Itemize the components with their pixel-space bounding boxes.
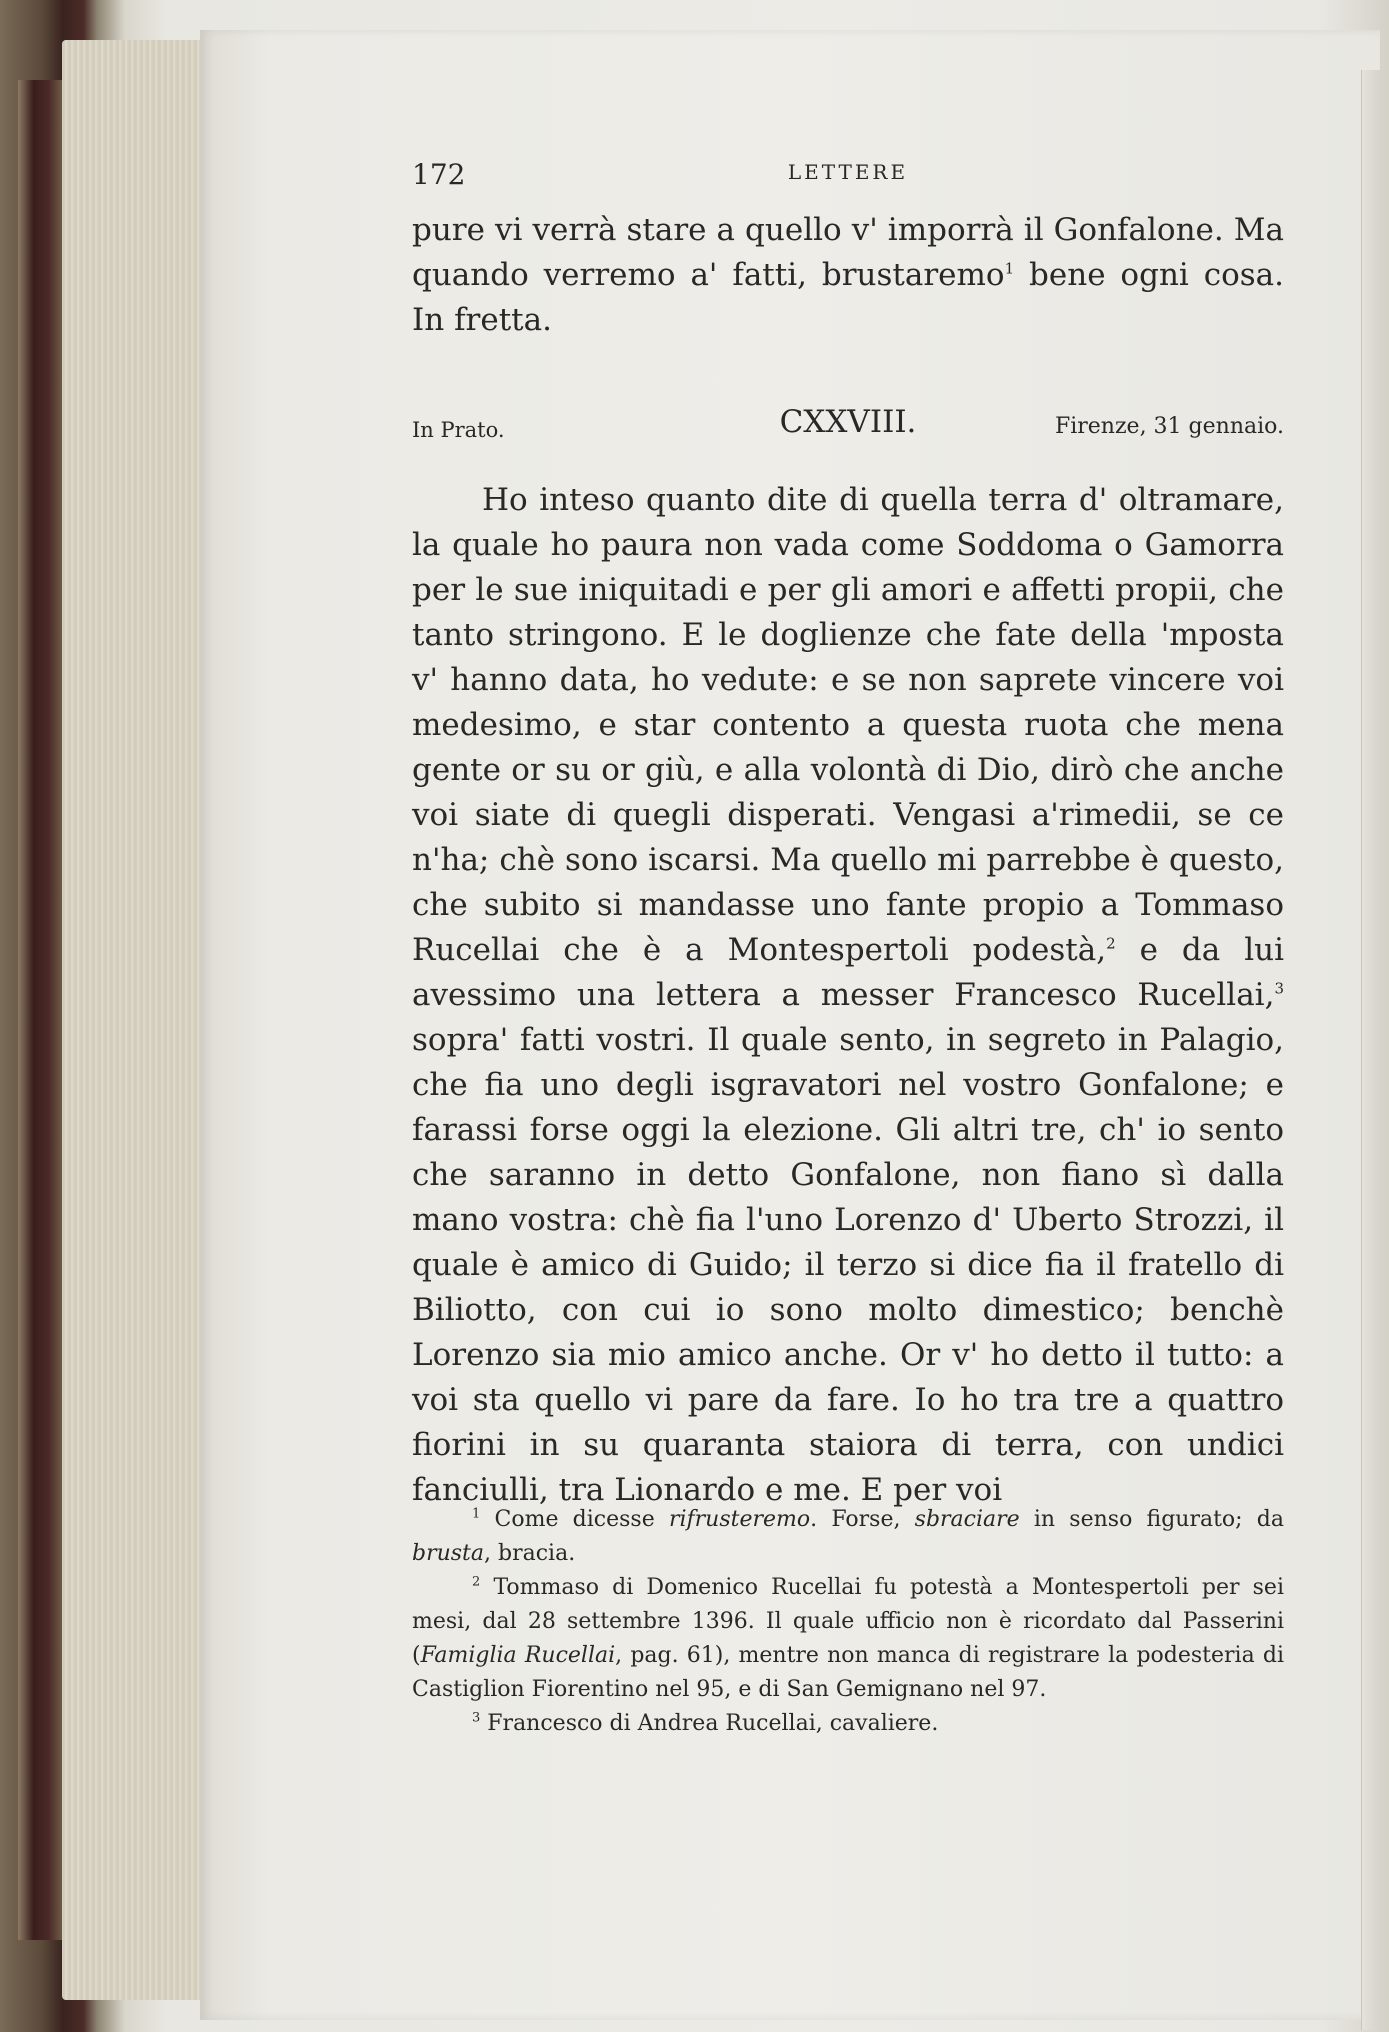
next-page-edge <box>1361 70 1380 2030</box>
letter-body <box>412 478 1284 1513</box>
footnote-3 <box>412 1707 1284 1741</box>
letter-heading <box>412 404 1284 448</box>
footnote-mark: 1 <box>472 1506 481 1522</box>
footnote-italic: rifrusteremo <box>668 1507 811 1532</box>
footnote-ref-1: 1 <box>1004 259 1015 278</box>
footnotes <box>412 1503 1284 1741</box>
footnote-italic: sbraciare <box>914 1507 1020 1532</box>
page-header <box>412 158 1284 194</box>
letter-recipient: In Prato. <box>412 418 505 442</box>
letter-text-3: sopra' fatti vostri. Il quale sento, in segreto in Palagio, che fia uno degli isgravatori nel vostro Gonfalone; e farassi forse oggi la elezione. Gli altri tre, ch' io sento che saranno in detto Gonfalone, non fiano sì dalla mano vostra: chè fia l'uno Lorenzo d' Uberto Strozzi, il quale è amico di Guido; il terzo si dice fia il fratello di Biliotto, con cui io sono molto dimestico; benchè Lorenzo sia mio amico anche. Or v' ho detto il tutto: a voi sta quello vi pare da fare. Io ho tra tre a quattro fiorini in su quaranta staiora di terra, con undici fanciulli, tra Lionardo e me. E per voi <box>412 1022 1284 1508</box>
footnote-text: , bracia. <box>484 1541 576 1566</box>
continuation-text-2: bene ogni cosa. In fretta. <box>412 257 1284 338</box>
footnote-italic: brusta <box>412 1541 485 1566</box>
footnote-text: , pag. 61), mentre non manca di registrare la podesteria di Castiglion Fiorentino nel 95, e di San Gemignano nel 97. <box>412 1643 1284 1702</box>
footnote-italic: Famiglia Rucellai <box>420 1643 616 1668</box>
footnote-text: Francesco di Andrea Rucellai, cavaliere. <box>487 1711 939 1736</box>
letter-number: CXXVIII. <box>779 404 917 440</box>
footnote-text: in senso figurato; da <box>1019 1507 1284 1532</box>
page-edges <box>62 40 202 2000</box>
footnote-1 <box>412 1503 1284 1571</box>
footnote-mark: 3 <box>472 1710 481 1726</box>
running-head: LETTERE <box>787 160 909 184</box>
letter-text-2: e da lui avessimo una lettera a messer Francesco Rucellai, <box>412 932 1285 1013</box>
letter-text-1: Ho inteso quanto dite di quella terra d' oltramare, la quale ho paura non vada come Soddoma o Gamorra per le sue iniquitadi e per gli amori e affetti propii, che tanto stringono. E le doglienze che fate della 'mposta v' hanno data, ho vedute: e se non saprete vincere voi medesimo, e star contento a questa ruota che mena gente or su or giù, e alla volontà di Dio, dirò che anche voi siate di quegli disperati. Vengasi a'rimedii, se ce n'ha; chè sono iscarsi. Ma quello mi parrebbe è questo, che subito si mandasse uno fante propio a Tommaso Rucellai che è a Montespertoli podestà, <box>412 482 1284 968</box>
continuation-text-1: pure vi verrà stare a quello v' imporrà il Gonfalone. Ma quando verremo a' fatti, brustaremo <box>412 212 1284 293</box>
continuation-paragraph <box>412 208 1284 343</box>
footnote-mark: 2 <box>472 1574 481 1590</box>
letter-date: Firenze, 31 gennaio. <box>1054 414 1284 439</box>
page-number: 172 <box>412 158 466 191</box>
footnote-2 <box>412 1571 1284 1707</box>
footnote-text: . Forse, <box>810 1507 915 1532</box>
book-spine <box>18 80 62 1940</box>
footnote-ref-2: 2 <box>1106 934 1116 953</box>
footnote-text: Come dicesse <box>494 1507 669 1532</box>
footnote-ref-3: 3 <box>1274 979 1284 998</box>
footnote-text: Tommaso di Domenico Rucellai fu potestà a Montespertoli per sei mesi, dal 28 settembre 1396. Il quale ufficio non è ricordato dal Passerini ( <box>412 1575 1284 1668</box>
